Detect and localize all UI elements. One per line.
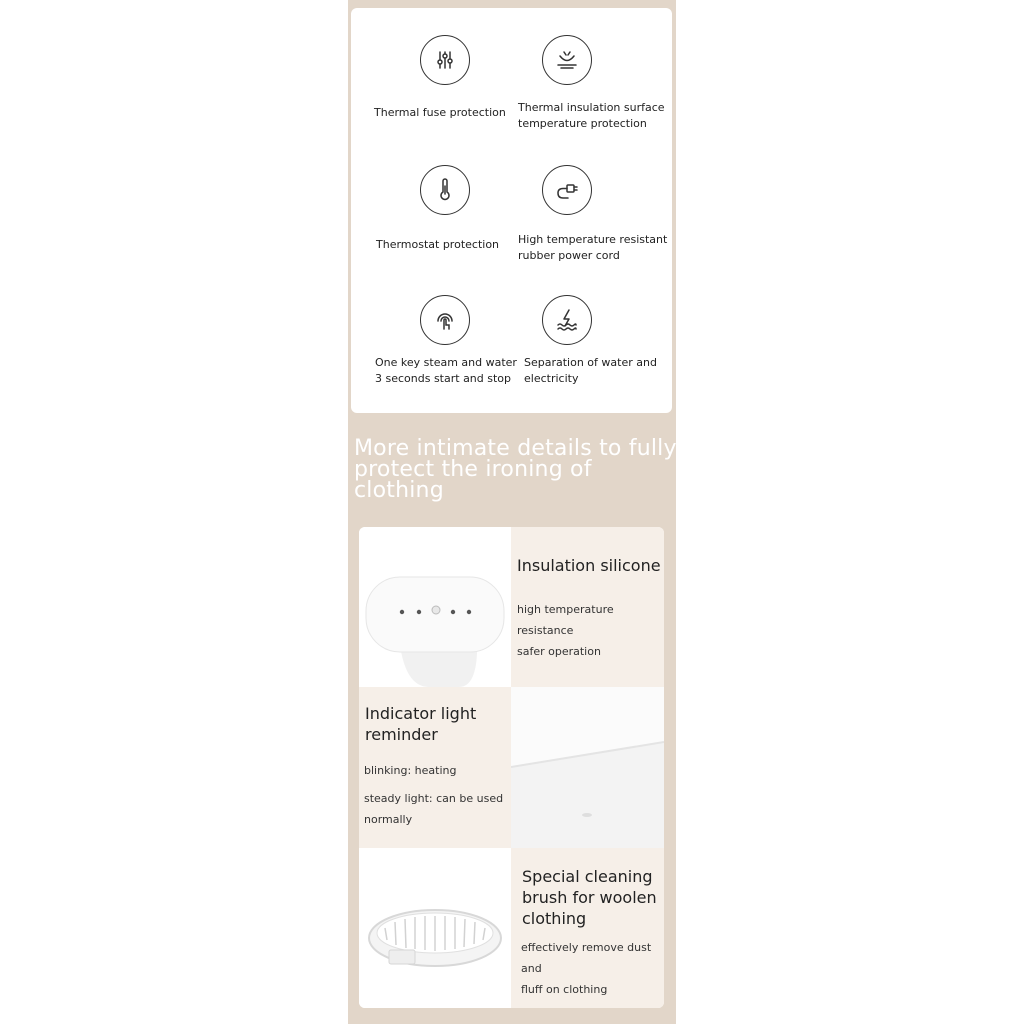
indicator-title: Indicator light reminder <box>365 704 477 744</box>
headline <box>354 438 684 501</box>
insulation-cell <box>511 527 664 687</box>
indicator-desc-2: steady light: can be used normally <box>364 792 504 826</box>
insulation-desc: high temperature resistance safer operation <box>517 603 614 658</box>
water-electricity-icon <box>542 295 592 345</box>
feature-label: One key steam and water 3 seconds start and stop <box>375 356 517 385</box>
feature-label: Thermostat protection <box>376 238 500 251</box>
indicator-image <box>511 687 664 848</box>
cleaning-brush-illustration <box>359 848 511 1008</box>
heat-surface-icon <box>542 35 592 85</box>
brush-desc: effectively remove dust and fluff on clothing <box>521 941 652 996</box>
brush-cell <box>511 848 664 1008</box>
indicator-cell <box>359 687 511 848</box>
thermometer-icon <box>420 165 470 215</box>
touch-icon <box>420 295 470 345</box>
feature-label: Separation of water and electricity <box>524 356 657 385</box>
insulation-title: Insulation silicone <box>517 556 661 575</box>
power-plug-icon <box>542 165 592 215</box>
sliders-icon <box>420 35 470 85</box>
feature-label: High temperature resistant rubber power cord <box>518 233 668 262</box>
details-card <box>359 527 664 1008</box>
feature-label: Thermal insulation surface temperature protection <box>518 101 665 130</box>
steamer-top-illustration <box>359 527 511 687</box>
indicator-light-illustration <box>511 687 664 848</box>
brush-image <box>359 848 511 1008</box>
indicator-desc-1: blinking: heating <box>364 764 457 777</box>
features-card <box>351 8 672 413</box>
headline-line-1: More intimate details to fully <box>354 436 677 461</box>
silicone-image <box>359 527 511 687</box>
feature-label: Thermal fuse protection <box>374 106 506 119</box>
brush-title: Special cleaning brush for woolen clothing <box>522 867 657 928</box>
headline-line-2: protect the ironing of clothing <box>354 457 592 503</box>
